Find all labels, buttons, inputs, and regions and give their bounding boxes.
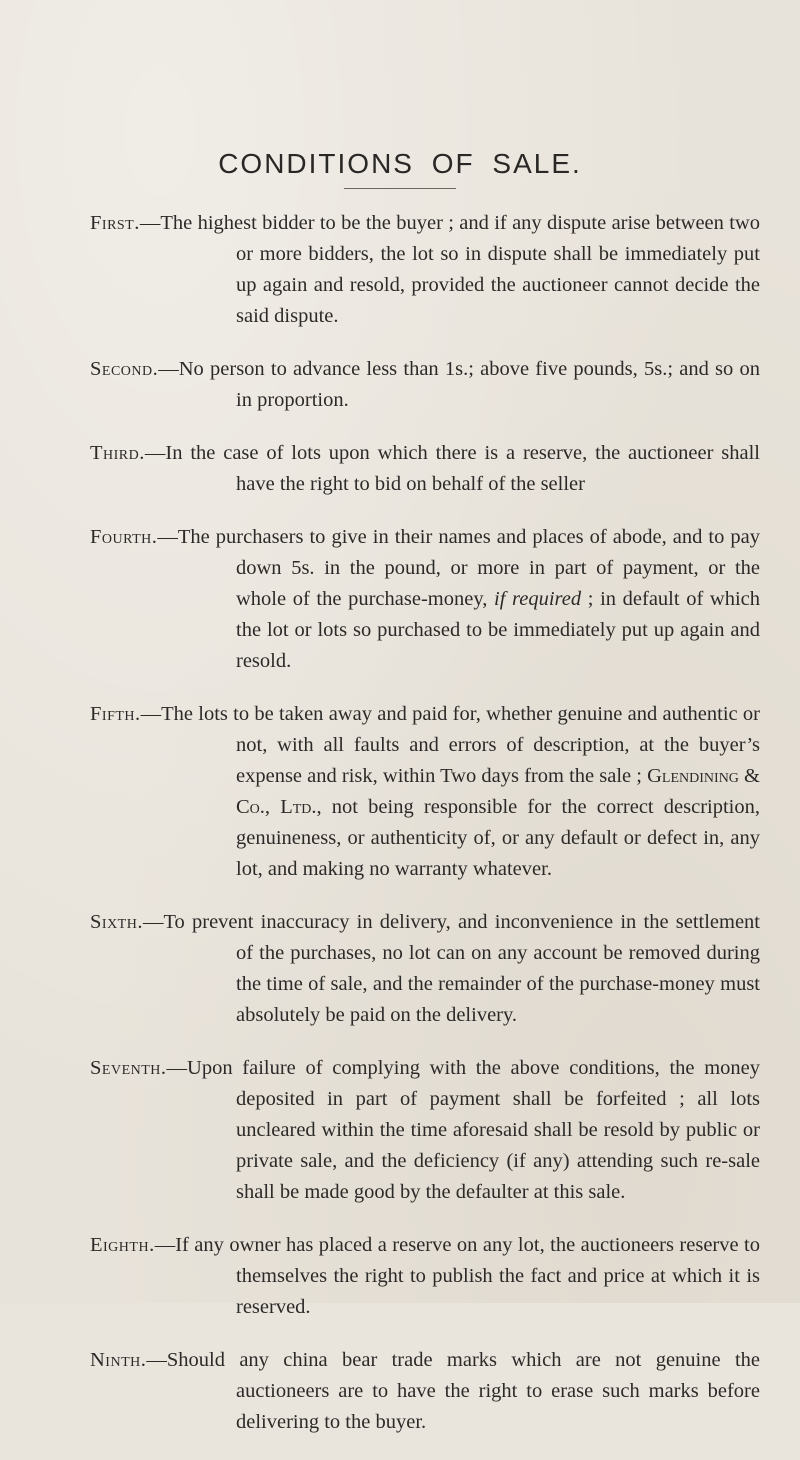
condition-first — [0, 208, 800, 332]
condition-ordinal: Fifth. — [90, 703, 141, 725]
condition-ordinal: Ninth. — [90, 1349, 147, 1371]
condition-sixth — [0, 907, 800, 1031]
condition-second — [0, 354, 800, 416]
condition-text: —The highest bidder to be the buyer ; and if any dispute arise between two or more bidders, the lot so in dispute shall be immediately put up again and resold, provided the auctioneer cannot decide the said dispute. — [139, 212, 760, 327]
condition-ordinal: Fourth. — [90, 526, 158, 548]
condition-fourth — [0, 522, 800, 677]
condition-ordinal: Sixth. — [90, 911, 143, 933]
condition-text-italic: if required — [494, 588, 582, 610]
condition-text: —Upon failure of complying with the above conditions, the money deposited in part of payment shall be forfeited ; all lots uncleared within the time aforesaid shall be resold by public or private sale, and the deficiency (if any) attending such re-sale shall be made good by the defaulter at this sale. — [166, 1057, 760, 1203]
condition-ordinal: First. — [90, 212, 140, 234]
title-underline — [344, 188, 456, 189]
condition-ordinal: Third. — [90, 442, 145, 464]
condition-text: —Should any china bear trade marks which are not genuine the auctioneers are to have the right to erase such marks before delivering to the buyer. — [146, 1349, 760, 1433]
condition-third — [0, 438, 800, 500]
condition-text: , not being responsible for the correct description, genuineness, or authenticity of, or any default or defect in, any lot, and making no warranty whatever. — [236, 796, 760, 880]
condition-text: —In the case of lots upon which there is a reserve, the auctioneer shall have the right to bid on behalf of the seller — [144, 442, 760, 495]
condition-seventh — [0, 1053, 800, 1208]
condition-text: —If any owner has placed a reserve on any lot, the auctioneers reserve to themselves the right to publish the fact and price at which it is reserved. — [154, 1234, 760, 1318]
condition-ninth — [0, 1345, 800, 1438]
conditions-list — [0, 208, 800, 1460]
condition-ordinal: Second. — [90, 358, 159, 380]
condition-ordinal: Seventh. — [90, 1057, 167, 1079]
condition-text: —The purchasers to give in their names and places of abode, and to pay down 5s. in the pound, or more in part of payment, or the whole of the purchase-money, — [157, 526, 760, 610]
condition-text: ; in default of which the lot or lots so purchased to be immediately put up again and resold. — [236, 588, 761, 672]
condition-ordinal: Eighth. — [90, 1234, 155, 1256]
condition-fifth — [0, 699, 800, 885]
condition-text: —No person to advance less than 1s.; above five pounds, 5s.; and so on in proportion. — [158, 358, 760, 411]
company-name: Glendining & Co., Ltd. — [236, 765, 760, 818]
condition-text: —To prevent inaccuracy in delivery, and inconvenience in the settlement of the purchases, no lot can on any account be removed during the time of sale, and the remainder of the purchase-money must absolutely be paid on the delivery. — [142, 911, 760, 1026]
condition-text: —The lots to be taken away and paid for, whether genuine and authentic or not, with all faults and errors of description, at the buyer’s expense and risk, within Two days from the sale ; — [140, 703, 760, 787]
condition-eighth — [0, 1230, 800, 1323]
page-title: CONDITIONS OF SALE. — [218, 148, 582, 179]
